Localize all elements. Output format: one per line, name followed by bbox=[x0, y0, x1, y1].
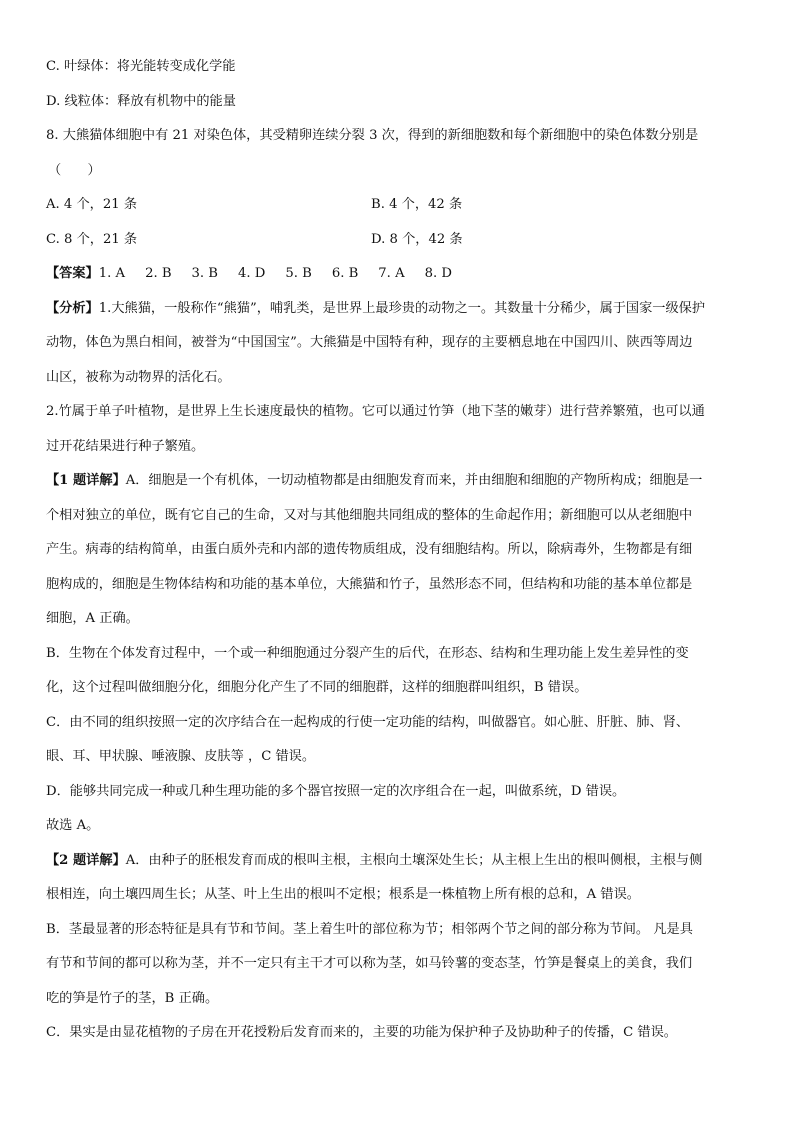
text-line: C．由不同的组织按照一定的次序结合在一起构成的行使一定功能的结构，叫做器官。如心脏、肝脏、肺、肾、 bbox=[46, 714, 690, 730]
text-line: 化，这个过程叫做细胞分化，细胞分化产生了不同的细胞群，这样的细胞群叫组织，B 错误。 bbox=[46, 680, 588, 695]
question-8-options-row-1 bbox=[46, 188, 748, 223]
text-line: D．能够共同完成一种或几种生理功能的多个器官按照一定的次序组合在一起，叫做系统，D 错误。 bbox=[46, 783, 626, 799]
text-line: 个相对独立的单位，既有它自己的生命，又对与其他细胞共同组成的整体的生命起作用；新细胞可以从老细胞中 bbox=[46, 507, 693, 523]
text-line: 胞构成的，细胞是生物体结构和功能的基本单位，大熊猫和竹子，虽然形态不同，但结构和功能的基本单位都是 bbox=[46, 576, 693, 592]
question-8-options-row-2 bbox=[46, 223, 748, 258]
text-span: A．由种子的胚根发育而成的根叫主根，主根向土壤深处生长；从主根上生出的根叫侧根，主根与侧 bbox=[125, 852, 703, 868]
text-span: 1.大熊猫，一般称作“熊猫”，哺乳类，是世界上最珍贵的动物之一。其数量十分稀少，属于国家一级保护 bbox=[98, 300, 706, 316]
detail-2-label: 【2 题详解】 bbox=[46, 852, 126, 868]
detail-2-option-b bbox=[46, 913, 748, 1017]
text-line: 细胞，A 正确。 bbox=[46, 611, 139, 626]
question-8-stem: 8. 大熊猫体细胞中有 21 对染色体，其受精卵连续分裂 3 次，得到的新细胞数和每个新细胞中的染色体数分别是 bbox=[46, 128, 699, 143]
answer-item: 7. A bbox=[378, 266, 405, 281]
text-line: 根相连，向土壤四周生长；从茎、叶上生出的根叫不定根；根系是一株植物上所有根的总和，A 错误。 bbox=[46, 887, 640, 902]
text-line: 吃的笋是竹子的茎，B 正确。 bbox=[46, 990, 219, 1006]
text-line: 产生。病毒的结构简单，由蛋白质外壳和内部的遗传物质组成，没有细胞结构。所以，除病毒外，生物都是有细 bbox=[46, 542, 693, 557]
answer-item: 8. D bbox=[424, 266, 452, 281]
answer-item: 1. A bbox=[98, 266, 126, 281]
detail-1-label: 【1 题详解】 bbox=[46, 473, 126, 488]
text-line bbox=[46, 464, 748, 499]
detail-1-option-c bbox=[46, 706, 748, 775]
answer-line bbox=[46, 257, 748, 292]
text-line bbox=[46, 292, 748, 327]
text-line: 过开花结果进行种子繁殖。 bbox=[46, 438, 205, 454]
text-line: 眼、耳、甲状腺、唾液腺、皮肤等 ，C 错误。 bbox=[46, 749, 316, 764]
text-line: B．茎最显著的形态特征是具有节和节间。茎上着生叶的部位称为节；相邻两个节之间的部分称为节间。 凡是具 bbox=[46, 921, 693, 937]
text-line: C．果实是由显花植物的子房在开花授粉后发育而来的，主要的功能为保护种子及协助种子的传播，C 错误。 bbox=[46, 1025, 677, 1040]
option-8a: A. 4 个，21 条 bbox=[46, 197, 138, 212]
text-line: 有节和节间的都可以称为茎，并不一定只有主干才可以称为茎，如马铃薯的变态茎，竹笋是餐桌上的美食，我们 bbox=[46, 956, 693, 971]
text-line: 动物，体色为黑白相间，被誉为“中国国宝”。大熊猫是中国特有种，现存的主要栖息地在中国四川、陕西等周边 bbox=[46, 335, 693, 350]
detail-1-option-a bbox=[46, 464, 748, 637]
text-line: 2.竹属于单子叶植物，是世界上生长速度最快的植物。它可以通过竹笋（地下茎的嫩芽）进行营养繁殖，也可以通 bbox=[46, 404, 705, 419]
answer-item: 4. D bbox=[238, 266, 266, 281]
answer-item: 5. B bbox=[285, 266, 312, 281]
answer-item: 2. B bbox=[145, 266, 172, 281]
answer-item: 3. B bbox=[191, 266, 218, 281]
document-page bbox=[46, 50, 748, 1051]
question-8-bracket: （ ） bbox=[48, 162, 101, 178]
option-8b: B. 4 个，42 条 bbox=[371, 197, 463, 212]
text-span: A．细胞是一个有机体，一切动植物都是由细胞发育而来，并由细胞和细胞的产物所构成；细胞是一 bbox=[125, 473, 703, 488]
text-line: 山区，被称为动物界的活化石。 bbox=[46, 369, 231, 385]
answer-label: 【答案】 bbox=[46, 266, 99, 281]
detail-2-option-a bbox=[46, 844, 748, 913]
analysis-paragraph-1 bbox=[46, 292, 748, 396]
answer-item: 6. B bbox=[331, 266, 359, 281]
option-7c: C. 叶绿体：将光能转变成化学能 bbox=[46, 59, 236, 74]
detail-1-option-b bbox=[46, 637, 748, 706]
analysis-label: 【分析】 bbox=[46, 300, 99, 316]
option-7d: D. 线粒体：释放有机物中的能量 bbox=[46, 93, 236, 109]
option-8d: D. 8 个，42 条 bbox=[371, 231, 463, 247]
text-line bbox=[46, 844, 748, 879]
detail-1-option-d bbox=[46, 775, 748, 810]
detail-2-option-c bbox=[46, 1016, 748, 1051]
text-line: B．生物在个体发育过程中，一个或一种细胞通过分裂产生的后代，在形态、结构和生理功能上发生差异性的变 bbox=[46, 645, 689, 661]
analysis-paragraph-2 bbox=[46, 395, 748, 464]
option-8c: C. 8 个，21 条 bbox=[46, 231, 138, 247]
detail-1-conclusion: 故选 A。 bbox=[46, 818, 100, 833]
